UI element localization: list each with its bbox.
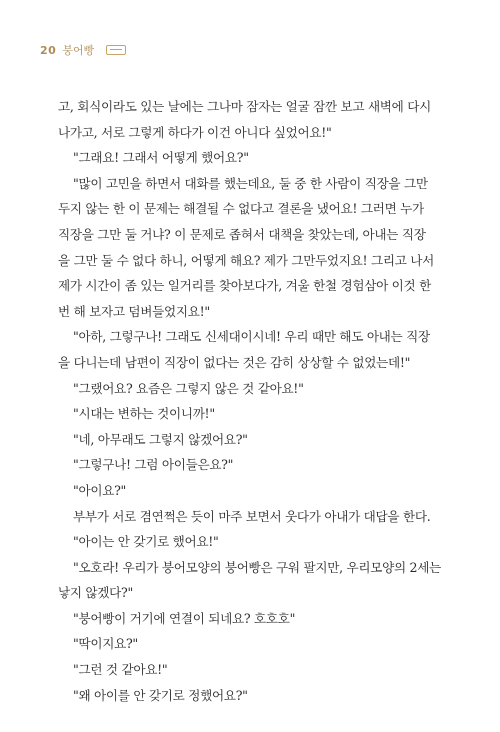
text-line: "딱이지요?" <box>73 636 138 652</box>
text-line: "그렇구나! 그럼 아이들은요?" <box>73 457 234 473</box>
text-line: 부부가 서로 겸연쩍은 듯이 마주 보면서 웃다가 아내가 대답을 한다. <box>73 508 431 524</box>
text-line: 나가고, 서로 그렇게 하다가 이건 아니다 싶었어요!" <box>58 124 332 140</box>
text-line: "아이요?" <box>73 482 127 498</box>
text-line: "오호라! 우리가 붕어모양의 붕어빵은 구워 팔지만, 우리모양의 2세는 <box>73 559 441 575</box>
text-line: 직장을 그만 둘 거냐? 이 문제로 좁혀서 대책을 찾았는데, 아내는 직장 <box>58 226 426 242</box>
text-line: 두지 않는 한 이 문제는 해결될 수 없다고 결론을 냈어요! 그러면 누가 <box>58 201 424 217</box>
text-line: "붕어빵이 거기에 연결이 되네요? 호호호" <box>73 610 296 626</box>
text-line: "아이는 안 갖기로 했어요!" <box>73 534 219 550</box>
text-line: "시대는 변하는 것이니까!" <box>73 406 215 422</box>
text-line: 을 그만 둘 수 없다 하니, 어떻게 해요? 제가 그만두었지요! 그리고 나서 <box>58 252 435 268</box>
text-line: 제가 시간이 좀 있는 일거리를 찾아보다가, 겨울 한철 경험삼아 이것 한 <box>58 278 431 294</box>
text-line: "많이 고민을 하면서 대화를 했는데요, 둘 중 한 사람이 직장을 그만 <box>73 175 428 191</box>
text-line: 고, 회식이라도 있는 날에는 그나마 잠자는 얼굴 잠깐 보고 새벽에 다시 <box>58 99 431 114</box>
text-line: 번 해 보자고 덤벼들었지요!" <box>58 303 210 319</box>
text-line: "그랬어요? 요즘은 그렇지 않은 것 같아요!" <box>73 380 304 396</box>
book-title: 붕어빵 <box>62 44 95 57</box>
text-line: "왜 아이를 안 갖기로 정했어요?" <box>73 687 248 703</box>
page-header <box>40 42 126 58</box>
text-line: "그래요! 그래서 어떻게 했어요?" <box>73 150 249 166</box>
text-line: "아하, 그렇구나! 그래도 신세대이시네! 우리 때만 해도 아내는 직장 <box>73 329 430 345</box>
text-line: 을 다니는데 남편이 직장이 없다는 것은 감히 상상할 수 없었는데!" <box>58 354 411 370</box>
text-line: "네, 아무래도 그렇지 않겠어요?" <box>73 431 248 447</box>
text-line: 낳지 않겠다?" <box>58 585 133 601</box>
body-text <box>58 94 446 708</box>
page-number: 20 <box>40 43 57 57</box>
text-line: "그런 것 같아요!" <box>73 662 168 678</box>
ornament-icon <box>106 45 126 55</box>
